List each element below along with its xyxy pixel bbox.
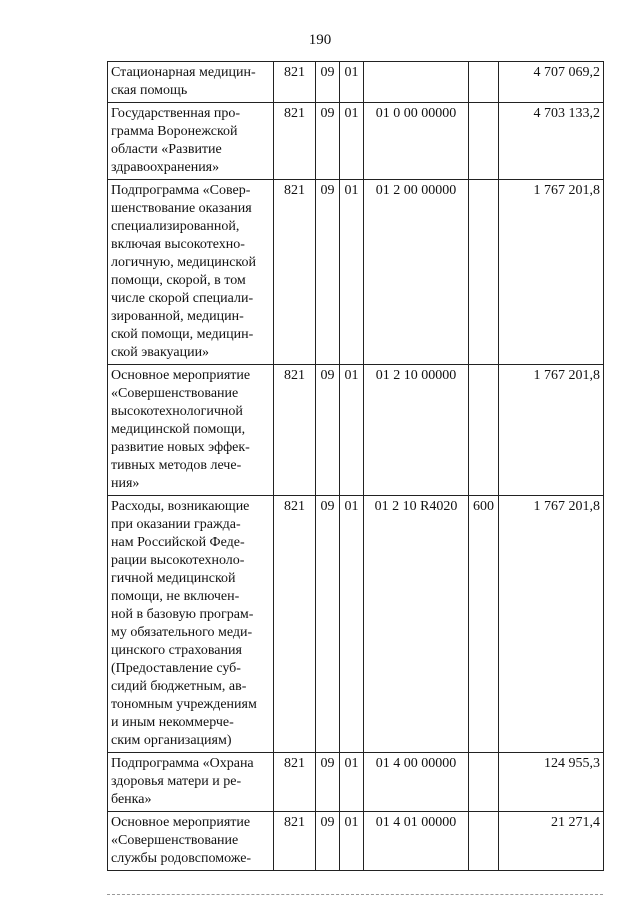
item-name-cell bbox=[108, 180, 274, 365]
amount-cell: 1 767 201,8 bbox=[499, 180, 604, 365]
expense-type-cell: 600 bbox=[469, 496, 499, 753]
subsection-code-cell: 01 bbox=[340, 496, 364, 753]
item-name-line: ская помощь bbox=[111, 83, 188, 98]
item-name-line: грамма Воронежской bbox=[111, 124, 238, 139]
ministry-code-cell: 821 bbox=[274, 496, 316, 753]
item-name-line: рации высокотехноло- bbox=[111, 553, 245, 568]
target-article-cell: 01 2 10 00000 bbox=[364, 365, 469, 496]
item-name-line: службы родовспоможе- bbox=[111, 851, 252, 866]
subsection-code-cell: 01 bbox=[340, 812, 364, 871]
item-name-line: «Совершенствование bbox=[111, 386, 239, 401]
page-number: 190 bbox=[308, 32, 332, 48]
ministry-code-cell: 821 bbox=[274, 103, 316, 180]
item-name-cell bbox=[108, 62, 274, 103]
section-code-cell: 09 bbox=[316, 812, 340, 871]
section-code-cell: 09 bbox=[316, 62, 340, 103]
item-name-line: ской эвакуации» bbox=[111, 345, 210, 360]
target-article-cell: 01 0 00 00000 bbox=[364, 103, 469, 180]
item-name-line: сидий бюджетным, ав- bbox=[111, 679, 247, 694]
item-name-line: ной в базовую програм- bbox=[111, 607, 254, 622]
item-name-line: цинского страхования bbox=[111, 643, 242, 658]
item-name-line: здравоохранения» bbox=[111, 160, 220, 175]
section-code-cell: 09 bbox=[316, 496, 340, 753]
table-row bbox=[108, 496, 604, 753]
ministry-code-cell: 821 bbox=[274, 62, 316, 103]
table-row bbox=[108, 365, 604, 496]
section-code-cell: 09 bbox=[316, 180, 340, 365]
budget-table bbox=[107, 61, 604, 871]
ministry-code-cell: 821 bbox=[274, 753, 316, 812]
table-row bbox=[108, 103, 604, 180]
item-name-line: му обязательного меди- bbox=[111, 625, 253, 640]
item-name-line: Основное мероприятие bbox=[111, 368, 251, 383]
item-name-line: высокотехнологичной bbox=[111, 404, 243, 419]
item-name-line: ской помощи, медицин- bbox=[111, 327, 254, 342]
item-name-line: Расходы, возникающие bbox=[111, 499, 250, 514]
item-name-cell bbox=[108, 812, 274, 871]
item-name-line: развитие новых эффек- bbox=[111, 440, 250, 455]
expense-type-cell bbox=[469, 365, 499, 496]
subsection-code-cell: 01 bbox=[340, 62, 364, 103]
item-name-line: помощи, скорой, в том bbox=[111, 273, 246, 288]
target-article-cell: 01 4 01 00000 bbox=[364, 812, 469, 871]
amount-cell: 1 767 201,8 bbox=[499, 496, 604, 753]
item-name-line: включая высокотехно- bbox=[111, 237, 245, 252]
item-name-line: Государственная про- bbox=[111, 106, 241, 121]
item-name-line: Подпрограмма «Охрана bbox=[111, 756, 254, 771]
item-name-line: Стационарная медицин- bbox=[111, 65, 256, 80]
section-code-cell: 09 bbox=[316, 753, 340, 812]
item-name-line: Подпрограмма «Совер- bbox=[111, 183, 251, 198]
item-name-line: ния» bbox=[111, 476, 140, 491]
page-bottom-rule bbox=[107, 894, 603, 895]
subsection-code-cell: 01 bbox=[340, 103, 364, 180]
item-name-line: логичную, медицинской bbox=[111, 255, 256, 270]
item-name-line: гичной медицинской bbox=[111, 571, 236, 586]
item-name-line: и иным некоммерче- bbox=[111, 715, 234, 730]
subsection-code-cell: 01 bbox=[340, 180, 364, 365]
amount-cell: 124 955,3 bbox=[499, 753, 604, 812]
amount-cell: 21 271,4 bbox=[499, 812, 604, 871]
item-name-cell bbox=[108, 496, 274, 753]
subsection-code-cell: 01 bbox=[340, 753, 364, 812]
table-row bbox=[108, 180, 604, 365]
target-article-cell: 01 2 00 00000 bbox=[364, 180, 469, 365]
expense-type-cell bbox=[469, 753, 499, 812]
expense-type-cell bbox=[469, 812, 499, 871]
expense-type-cell bbox=[469, 62, 499, 103]
expense-type-cell bbox=[469, 103, 499, 180]
item-name-line: зированной, медицин- bbox=[111, 309, 244, 324]
expense-type-cell bbox=[469, 180, 499, 365]
table-row bbox=[108, 812, 604, 871]
item-name-line: тономным учреждениям bbox=[111, 697, 257, 712]
item-name-cell bbox=[108, 753, 274, 812]
item-name-line: нам Российской Феде- bbox=[111, 535, 245, 550]
section-code-cell: 09 bbox=[316, 103, 340, 180]
item-name-line: здоровья матери и ре- bbox=[111, 774, 242, 789]
item-name-line: (Предоставление суб- bbox=[111, 661, 241, 676]
ministry-code-cell: 821 bbox=[274, 365, 316, 496]
item-name-line: медицинской помощи, bbox=[111, 422, 246, 437]
ministry-code-cell: 821 bbox=[274, 180, 316, 365]
item-name-line: ским организациям) bbox=[111, 733, 232, 748]
subsection-code-cell: 01 bbox=[340, 365, 364, 496]
item-name-line: числе скорой специали- bbox=[111, 291, 254, 306]
item-name-line: «Совершенствование bbox=[111, 833, 239, 848]
table-row bbox=[108, 62, 604, 103]
target-article-cell: 01 4 00 00000 bbox=[364, 753, 469, 812]
item-name-line: области «Развитие bbox=[111, 142, 222, 157]
table-row bbox=[108, 753, 604, 812]
item-name-line: бенка» bbox=[111, 792, 152, 807]
item-name-line: при оказании гражда- bbox=[111, 517, 241, 532]
ministry-code-cell: 821 bbox=[274, 812, 316, 871]
target-article-cell: 01 2 10 R4020 bbox=[364, 496, 469, 753]
amount-cell: 4 707 069,2 bbox=[499, 62, 604, 103]
item-name-line: шенствование оказания bbox=[111, 201, 252, 216]
item-name-line: тивных методов лече- bbox=[111, 458, 242, 473]
amount-cell: 4 703 133,2 bbox=[499, 103, 604, 180]
amount-cell: 1 767 201,8 bbox=[499, 365, 604, 496]
item-name-line: помощи, не включен- bbox=[111, 589, 240, 604]
item-name-line: специализированной, bbox=[111, 219, 240, 234]
item-name-cell bbox=[108, 103, 274, 180]
section-code-cell: 09 bbox=[316, 365, 340, 496]
budget-table-body bbox=[108, 62, 604, 871]
item-name-cell bbox=[108, 365, 274, 496]
target-article-cell bbox=[364, 62, 469, 103]
item-name-line: Основное мероприятие bbox=[111, 815, 251, 830]
